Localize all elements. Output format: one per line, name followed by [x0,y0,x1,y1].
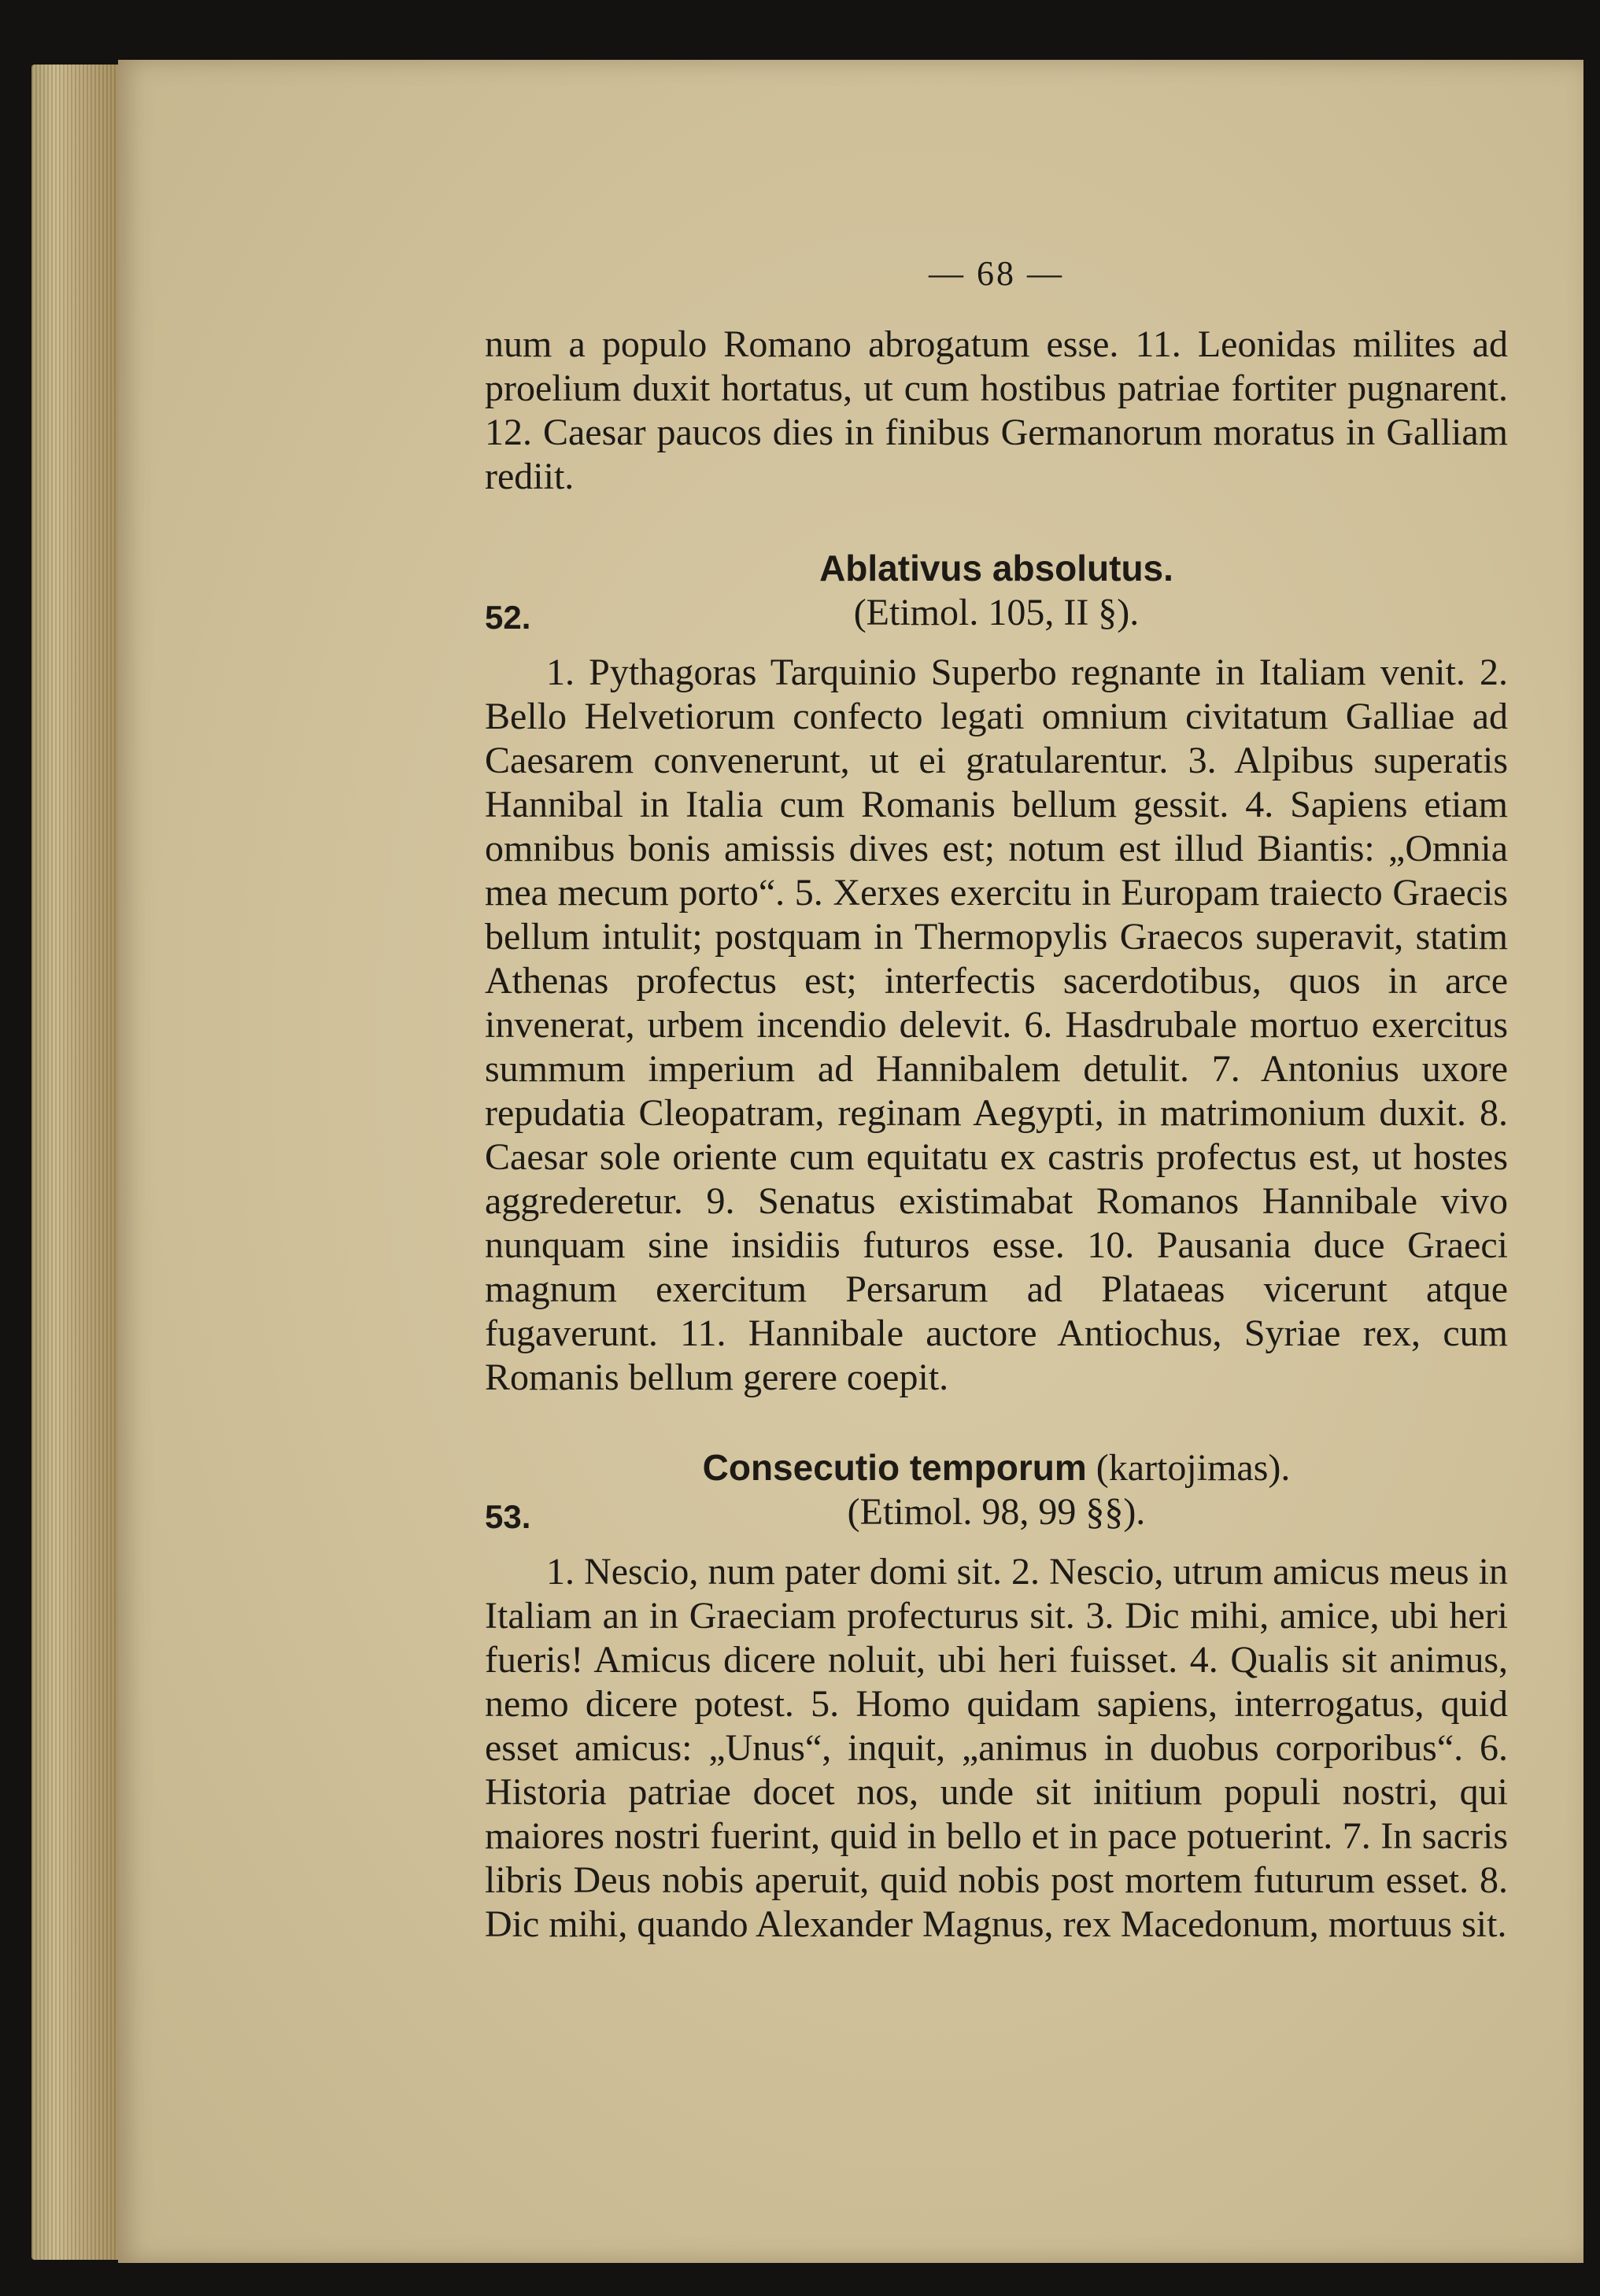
intro-paragraph: num a populo Romano abrogatum esse. 11. Leonidas milites ad proelium duxit hortatus, ut cum hostibus patriae fortiter pugnarent. 12. Caesar paucos dies in finibus Germanorum moratus in Galliam rediit. [485,323,1508,497]
section-52-reference: (Etimol. 105, II §). [853,592,1140,633]
section-52-reference-line [485,591,1508,635]
section-53-reference: (Etimol. 98, 99 §§). [847,1491,1146,1533]
page-content [485,189,1508,1947]
page-number: — 68 — [929,254,1064,293]
section-53-title: Consecutio temporum [702,1447,1087,1488]
section-53-reference-line [485,1490,1508,1534]
section-53-text: 1. Nescio, num pater domi sit. 2. Nescio, utrum amicus meus in Italiam an in Graeciam profecturus sit. 3. Dic mihi, amice, ubi heri fueris! Amicus dicere noluit, ubi heri fuisset. 4. Qualis sit animus, nemo dicere potest. 5. Homo quidam sapiens, interrogatus, quid esset amicus: „Unus“, inquit, „animus in duobus corporibus“. 6. Historia patriae docet nos, unde sit initium populi nostri, qui maiores nostri fuerint, quid in bello et in pace potuerint. 7. In sacris libris Deus nobis aperuit, quid nobis post mortem futurum esset. 8. Dic mihi, quando Alexander Magnus, rex Macedonum, mortuus sit. [485,1551,1508,1945]
section-52-heading [485,546,1508,591]
section-52-number: 52. [485,599,531,636]
section-52-title: Ablativus absolutus. [819,548,1173,589]
section-53-heading [485,1445,1508,1490]
section-52-text: 1. Pythagoras Tarquinio Superbo regnante in Italiam venit. 2. Bello Helvetiorum confecto legati omnium civitatum Galliae ad Caesarem convenerunt, ut ei gratularentur. 3. Alpibus superatis Hannibal in Italia cum Romanis bellum gessit. 4. Sapiens etiam omnibus bonis amissis dives est; notum est illud Biantis: „Omnia mea mecum porto“. 5. Xerxes exercitu in Europam traiecto Graecis bellum intulit; postquam in Thermopylis Graecos superavit, statim Athenas profectus est; interfectis sacerdotibus, quos in arce invenerat, urbem incendio delevit. 6. Hasdrubale mortuo exercitus summum imperium ad Hannibalem detulit. 7. Antonius uxore repudatia Cleopatram, reginam Aegypti, in matrimonium duxit. 8. Caesar sole oriente cum equitatu ex castris profectus est, ut hostes aggrederetur. 9. Senatus existimabat Romanos Hannibale vivo nunquam sine insidiis futuros esse. 10. Pausania duce Graeci magnum exercitum Persarum ad Plataeas vicerunt atque fugaverunt. 11. Hannibale auctore Antiochus, Syriae rex, cum Romanis bellum gerere coepit. [485,652,1508,1398]
section-53-title-note: (kartojimas). [1096,1447,1291,1489]
section-53-number: 53. [485,1498,531,1535]
